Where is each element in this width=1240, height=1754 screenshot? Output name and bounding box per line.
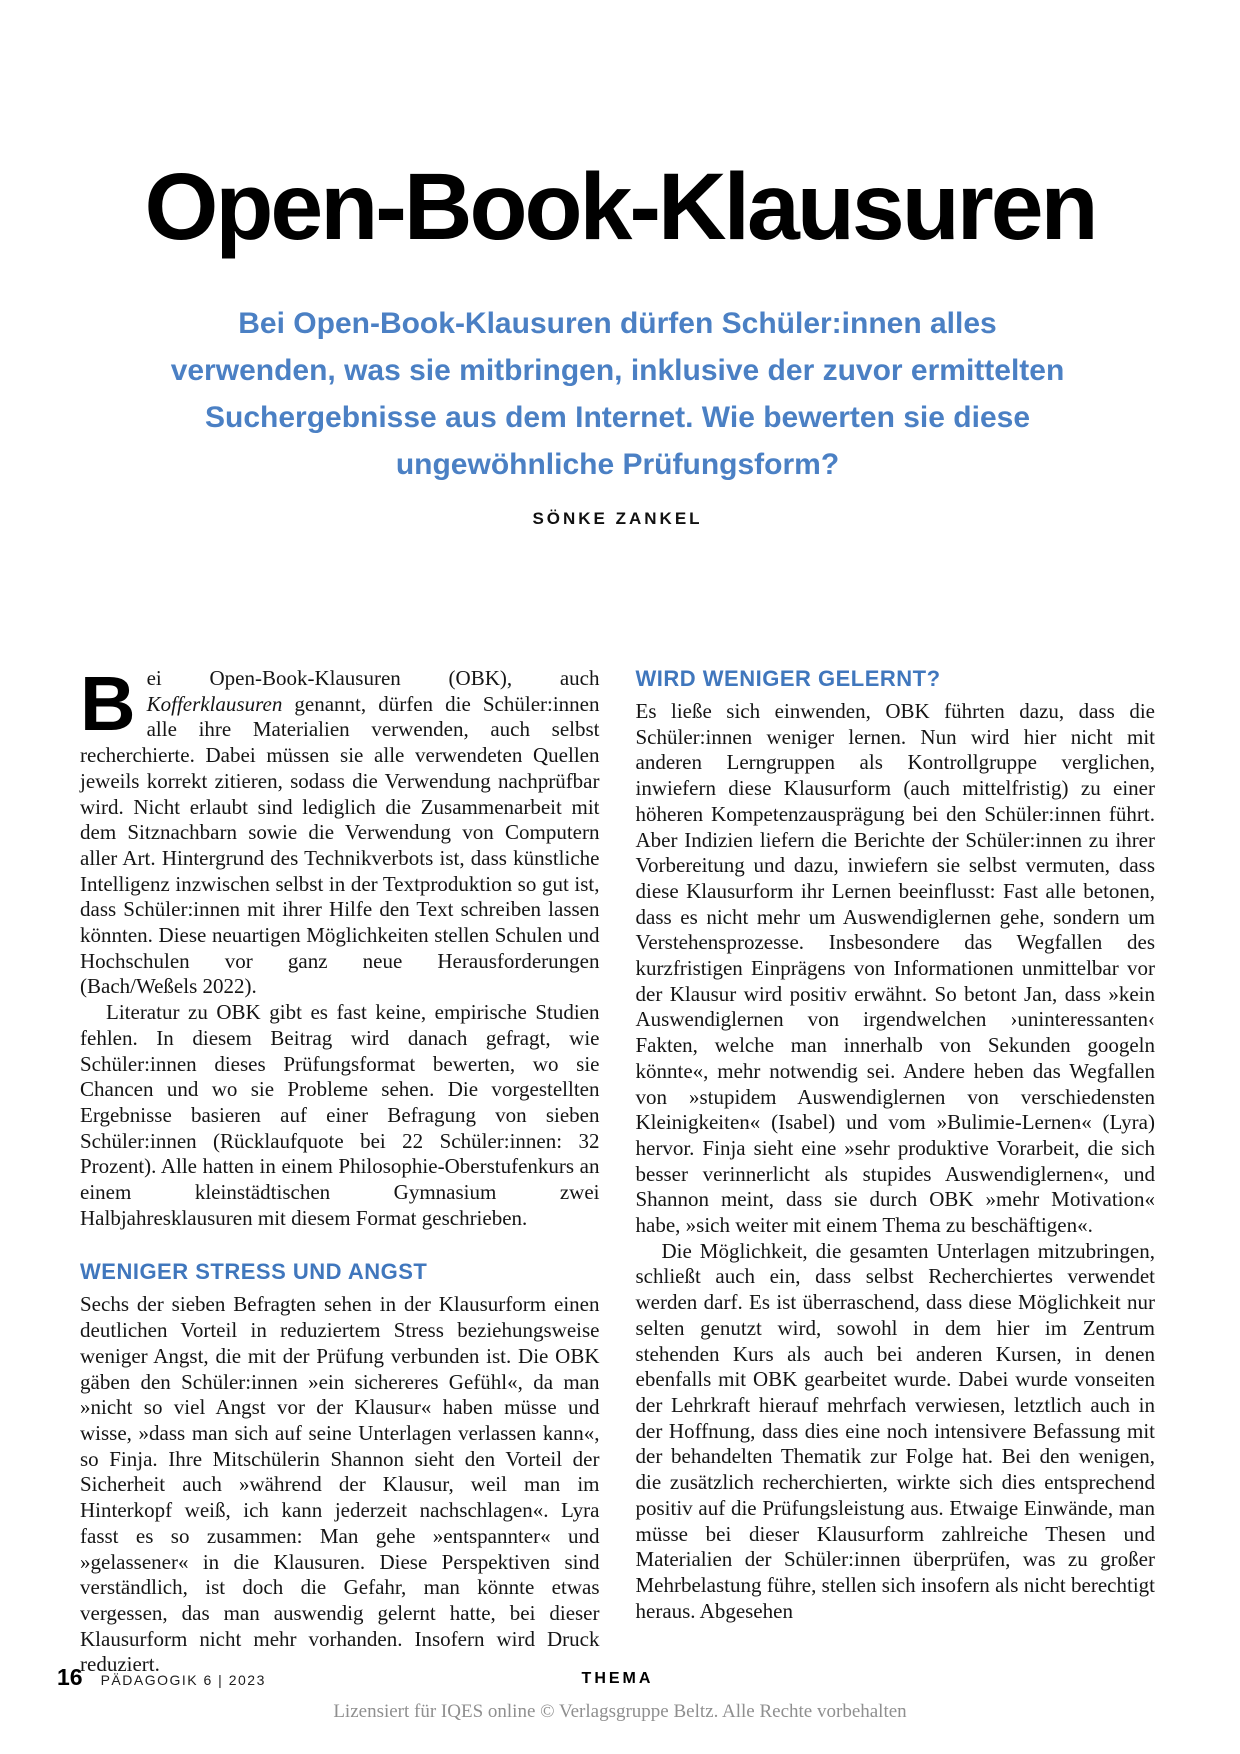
intro-text-rest: genannt, dürfen die Schüler:innen alle ihre Materialien verwenden, auch selbst recherchierte. Dabei müssen sie alle verwendeten Quellen jeweils korrekt zitieren, sodass die Verwendung nachprüfbar wird. Nicht erlaubt sind lediglich die Zusammenarbeit mit dem Sitznachbarn sowie die Verwendung von Computern aller Art. Hintergrund des Technikverbots ist, dass künstliche Intelligenz inzwischen selbst in der Textproduktion so gut ist, dass Schüler:innen mit ihrer Hilfe den Text schreiben lassen könnten. Diese neuartigen Möglichkeiten stellen Schulen und Hochschulen vor ganz neue Herausforderungen (Bach/Weßels 2022). <box>80 691 600 999</box>
page-number: 16 <box>57 1664 83 1690</box>
intro-text-italic-term: Kofferklausuren <box>146 691 283 716</box>
journal-issue-label: PÄDAGOGIK 6 | 2023 <box>100 1672 266 1688</box>
intro-paragraph <box>80 661 600 1000</box>
article-subtitle <box>80 300 1155 488</box>
section1-paragraph: Sechs der sieben Befragten sehen in der Klausurform einen deutlichen Vorteil in reduziertem Stress beziehungsweise weniger Angst, die mit der Prüfung verbunden ist. Die OBK gäben den Schüler:innen »ein sichereres Gefühl«, da man »nicht so viel Angst vor der Klausur« haben müsse und wisse, »dass man sich auf seine Unterlagen verlassen kann«, so Finja. Ihre Mitschülerin Shannon sieht den Vorteil der Sicherheit auch »während der Klausur, weil man im Hinterkopf weiß, ich kann jederzeit nachschlagen«. Lyra fasst es so zusammen: Man gehe »entspannter« und »gelassener« in die Klausuren. Diese Perspektiven sind verständlich, ist doch die Gefahr, man könnte etwas vergessen, das man auswendig gelernt hatte, bei dieser Klausurform nicht mehr vorhanden. Insofern wird Druck reduziert. <box>80 1292 600 1677</box>
subtitle-line: Suchergebnisse aus dem Internet. Wie bewerten sie diese <box>204 401 1030 434</box>
intro-text-lead: ei Open-Book-Klausuren (OBK), auch <box>146 666 600 690</box>
section2-paragraph-1: Es ließe sich einwenden, OBK führten dazu, dass die Schüler:innen weniger lernen. Nun wird hier nicht mit anderen Lerngruppen als Kontrollgruppe verglichen, inwiefern diese Klausurform (auch mittelfristig) zu einer höheren Kompetenzausprägung bei den Schüler:innen führt. Aber Indizien liefern die Berichte der Schüler:innen zu ihrer Vorbereitung und dazu, inwiefern sie selbst vermuten, dass diese Klausurform ihr Lernen beeinflusst: Fast alle betonen, dass es nicht mehr um Auswendiglernen gehe, sondern um Verstehensprozesse. Insbesondere das Wegfallen des kurzfristigen Einprägens von Informationen unmittelbar vor der Klausur wird positiv erwähnt. So betont Jan, dass »kein Auswendiglernen von irgendwelchen ›uninteressanten‹ Fakten, welche man innerhalb von Sekunden googeln könnte«, mehr notwendig sei. Andere heben das Wegfallen von »stupidem Auswendiglernen von verschiedensten Kleinigkeiten« (Isabel) und vom »Bulimie-Lernen« (Lyra) hervor. Finja sieht eine »sehr produktive Vorarbeit, die sich besser verinnerlicht als stupides Auswendiglernen«, und Shannon meint, dass sie durch OBK »mehr Motivation« habe, »sich weiter mit einem Thema zu beschäftigen«. <box>635 699 1155 1238</box>
section-heading-weniger-stress-und-angst: WENIGER STRESS UND ANGST <box>80 1259 428 1285</box>
subtitle-line: ungewöhnliche Prüfungsform? <box>395 448 840 481</box>
author-name: SÖNKE ZANKEL <box>532 509 703 528</box>
subtitle-line: verwenden, was sie mitbringen, inklusive der zuvor ermittelten <box>170 354 1065 387</box>
footer-section-label: THEMA <box>581 1670 654 1687</box>
subtitle-line: Bei Open-Book-Klausuren dürfen Schüler:innen alles <box>238 307 997 340</box>
drop-cap: B <box>80 661 136 747</box>
article-body <box>80 661 1155 1678</box>
section-heading-wird-weniger-gelernt: WIRD WENIGER GELERNT? <box>635 666 941 691</box>
intro-paragraph-2: Literatur zu OBK gibt es fast keine, empirische Studien fehlen. In diesem Beitrag wird danach gefragt, wie Schüler:innen dieses Prüfungsformat bewerten, wo sie Chancen und wo sie Probleme sehen. Die vorgestellten Ergebnisse basieren auf einer Befragung von sieben Schüler:innen (Rücklaufquote bei 22 Schüler:innen: 32 Prozent). Alle hatten in einem Philosophie-Oberstufenkurs an einem kleinstädtischen Gymnasium zwei Halbjahresklausuren mit diesem Format geschrieben. <box>80 1000 600 1230</box>
article-title: Open-Book-Klausuren <box>144 154 1096 260</box>
section2-paragraph-2: Die Möglichkeit, die gesamten Unterlagen mitzubringen, schließt auch ein, dass selbst Recherchiertes verwendet werden darf. Es ist überraschend, dass diese Möglichkeit nur selten genutzt wird, sowohl in dem hier im Zentrum stehenden Kurs als auch bei anderen Kursen, in denen ebenfalls mit OBK gearbeitet wurde. Dabei wurde vonseiten der Lehrkraft hierauf mehrfach verwiesen, letztlich auch in der Hoffnung, dass dies eine noch intensivere Befassung mit der behandelten Thematik zur Folge hat. Bei den wenigen, die zusätzlich recherchierten, wirkte sich dies entsprechend positiv auf die Prüfungsleistung aus. Etwaige Einwände, man müsse bei dieser Klausurform zahlreiche Thesen und Materialien der Schüler:innen überprüfen, was zu großer Mehrbelastung führe, stellen sich insofern als nicht berechtigt heraus. Abgesehen <box>635 1238 1155 1623</box>
right-column <box>636 666 1156 1678</box>
left-column <box>80 661 600 1678</box>
license-notice: Lizensiert für IQES online © Verlagsgruppe Beltz. Alle Rechte vorbehalten <box>333 1701 907 1722</box>
